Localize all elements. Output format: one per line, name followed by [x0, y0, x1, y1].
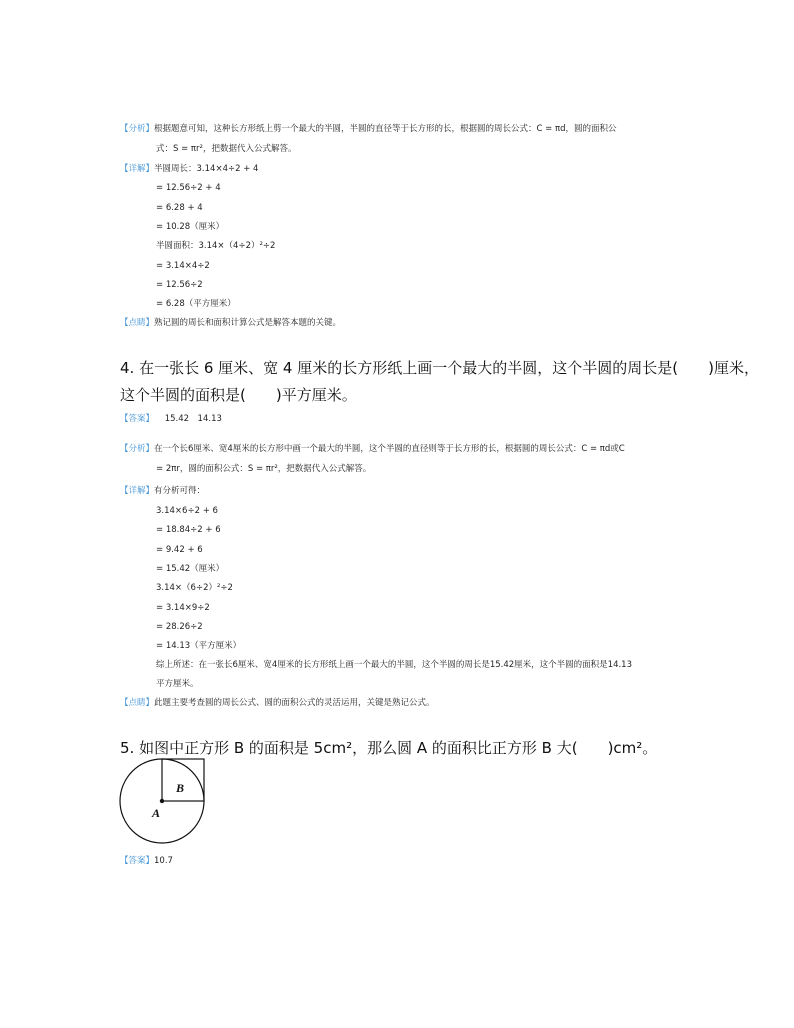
q4-analysis-text: 在一个长6厘米、宽4厘米的长方形中画一个最大的半圆，这个半圆的直径则等于长方形的长，根据圆的周长公式：C = πd或C [154, 444, 625, 454]
q4-point-text: 此题主要考查圆的周长公式、圆的面积公式的灵活运用，关键是熟记公式。 [154, 698, 435, 708]
q4-detail-tag: 【详解】 [120, 486, 155, 496]
q4-point-tag: 【点睛】 [120, 698, 155, 708]
analysis-tag: 【分析】 [120, 124, 155, 134]
detail-line-2: = 6.28 + 4 [156, 203, 203, 213]
analysis-text: 根据题意可知，这种长方形纸上剪一个最大的半圆，半圆的直径等于长方形的长，根据圆的周长公式：C = πd，圆的面积公 [154, 124, 617, 134]
q4-answer-tag: 【答案】 [120, 414, 155, 424]
q4-detail-line-4: 3.14×（6÷2）²÷2 [156, 583, 233, 593]
detail-line-4: 半圆面积：3.14×（4÷2）²÷2 [156, 241, 276, 251]
q4-line-2: 这个半圆的面积是( )平方厘米。 [120, 386, 357, 404]
analysis-line-1 [120, 123, 617, 135]
label-a: A [152, 806, 161, 820]
q4-analysis-line-1 [120, 443, 625, 455]
q5-line-1: 5. 如图中正方形 B 的面积是 5cm²，那么圆 A 的面积比正方形 B 大( )cm²。 [120, 739, 658, 757]
q4-detail-line-5: = 3.14×9÷2 [156, 603, 210, 613]
q4-detail-line-0: 3.14×6÷2 + 6 [156, 506, 218, 516]
analysis-line-2: 式：S = πr²，把数据代入公式解答。 [156, 144, 297, 154]
label-b: B [176, 781, 185, 795]
q4-analysis-tag: 【分析】 [120, 444, 155, 454]
point-text: 熟记圆的周长和面积计算公式是解答本题的关键。 [154, 318, 342, 328]
q4-detail-intro-text: 有分析可得： [154, 486, 206, 496]
q5-answer-tag: 【答案】 [120, 856, 155, 866]
center-point [160, 799, 164, 803]
q4-detail-line-2: = 9.42 + 6 [156, 545, 203, 555]
q4-answer-text: 15.42 14.13 [164, 414, 222, 424]
detail-line-3: = 10.28（厘米） [156, 222, 225, 232]
detail-line-7: = 6.28（平方厘米） [156, 299, 236, 309]
q4-answer-line [120, 413, 222, 425]
q4-line-1: 4. 在一张长 6 厘米、宽 4 厘米的长方形纸上画一个最大的半圆，这个半圆的周长是( )厘米， [120, 359, 759, 377]
q5-answer-text: 10.7 [154, 856, 173, 866]
q4-summary-line-2: 平方厘米。 [156, 679, 199, 689]
detail-line-6: = 12.56÷2 [156, 280, 203, 290]
q4-detail-line-6: = 28.26÷2 [156, 622, 203, 632]
detail-line-5: = 3.14×4÷2 [156, 261, 210, 271]
circle-square-figure [118, 755, 210, 847]
detail-line-1: = 12.56÷2 + 4 [156, 183, 221, 193]
q5-answer-line [120, 855, 173, 867]
q4-point-line [120, 697, 435, 709]
detail-line-0 [120, 163, 258, 175]
watermark [285, 178, 347, 288]
detail-text: 半圆周长：3.14×4÷2 + 4 [154, 164, 259, 174]
q4-detail-line-1: = 18.84÷2 + 6 [156, 525, 221, 535]
q4-detail-line-7: = 14.13（平方厘米） [156, 641, 242, 651]
point-tag: 【点睛】 [120, 318, 155, 328]
point-line [120, 317, 341, 329]
q4-analysis-line-2: = 2πr，圆的面积公式：S = πr²，把数据代入公式解答。 [156, 464, 372, 474]
q4-detail-intro [120, 485, 205, 497]
q4-detail-line-3: = 15.42（厘米） [156, 564, 225, 574]
detail-tag: 【详解】 [120, 164, 155, 174]
q4-summary-line-1: 综上所述：在一张长6厘米、宽4厘米的长方形纸上画一个最大的半圆，这个半圆的周长是15.42厘米，这个半圆的面积是14.13 [156, 660, 632, 670]
